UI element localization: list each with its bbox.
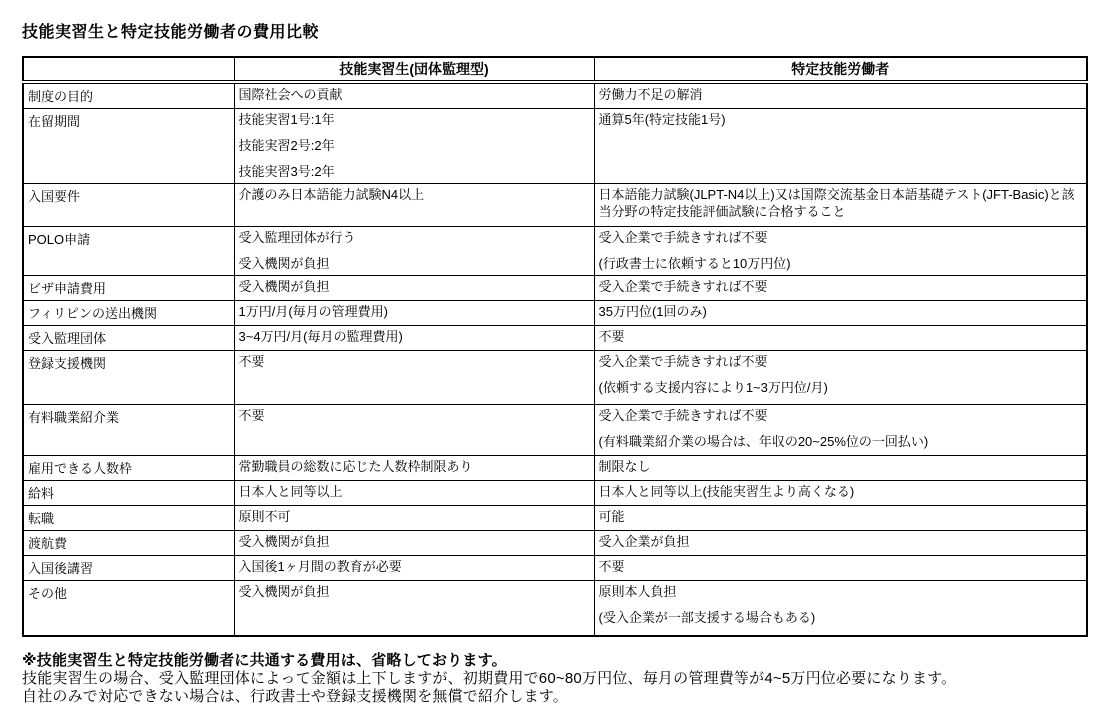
trainee-cell: [234, 227, 594, 276]
cost-comparison-table: [22, 56, 1088, 637]
cell-line: 国際社会への貢献: [238, 87, 343, 102]
cell-line: 受入企業が負担: [598, 534, 690, 549]
row-label: ビザ申請費用: [23, 276, 234, 301]
footnote-line-2: 技能実習生の場合、受入監理団体によって金額は上下しますが、初期費用で60~80万円位、毎月の管理費等が4~5万円位必要になります。: [22, 669, 957, 687]
row-label: その他: [23, 581, 234, 636]
trainee-cell: [234, 506, 594, 531]
table-row: [23, 227, 1087, 276]
cell-line: 受入機関が負担: [238, 534, 330, 549]
row-label: 登録支援機関: [23, 351, 234, 405]
cell-line: 不要: [598, 559, 625, 574]
trainee-cell: [234, 456, 594, 481]
worker-cell: [594, 481, 1087, 506]
footnote-line-3: 自社のみで対応できない場合は、行政書士や登録支援機関を無償で紹介します。: [22, 687, 569, 705]
cell-line: 労働力不足の解消: [598, 87, 703, 102]
worker-cell: [594, 456, 1087, 481]
cell-line: 技能実習1号:1年: [238, 112, 335, 127]
cell-line: 1万円/月(毎月の管理費用): [238, 304, 389, 319]
cell-line: 日本人と同等以上(技能実習生より高くなる): [598, 484, 855, 499]
footnotes: [22, 652, 1086, 706]
worker-cell: [594, 184, 1087, 227]
cell-line: 常勤職員の総数に応じた人数枠制限あり: [238, 459, 473, 474]
table-row: [23, 405, 1087, 456]
worker-cell: [594, 556, 1087, 581]
cell-line: 日本語能力試験(JLPT-N4以上)又は国際交流基金日本語基礎テスト(JFT-Basic)と該当分野の特定技能評価試験に合格すること: [598, 187, 1075, 219]
row-label: POLO申請: [23, 227, 234, 276]
row-label: 入国後講習: [23, 556, 234, 581]
row-label: 転職: [23, 506, 234, 531]
cell-line: 原則本人負担: [598, 584, 677, 599]
cell-line: 通算5年(特定技能1号): [598, 112, 726, 127]
trainee-cell: [234, 351, 594, 405]
row-label: フィリピンの送出機関: [23, 301, 234, 326]
row-label: 渡航費: [23, 531, 234, 556]
cell-line: 不要: [598, 329, 625, 344]
row-label: 在留期間: [23, 109, 234, 184]
table-row: [23, 326, 1087, 351]
cell-line: 技能実習2号:2年: [238, 138, 335, 153]
worker-cell: [594, 506, 1087, 531]
cell-line: (有料職業紹介業の場合は、年収の20~25%位の一回払い): [598, 434, 929, 449]
worker-cell: [594, 326, 1087, 351]
col-header-category: [23, 57, 234, 82]
cell-line: 受入企業で手続きすれば不要: [598, 279, 768, 294]
table-row: [23, 506, 1087, 531]
cell-line: (行政書士に依頼すると10万円位): [598, 256, 791, 271]
trainee-cell: [234, 109, 594, 184]
worker-cell: [594, 301, 1087, 326]
table-row: [23, 581, 1087, 636]
table-row: [23, 456, 1087, 481]
cell-line: 受入機関が負担: [238, 256, 330, 271]
row-label: 入国要件: [23, 184, 234, 227]
trainee-cell: [234, 531, 594, 556]
cell-line: 介護のみ日本語能力試験N4以上: [238, 187, 425, 202]
cell-line: 可能: [598, 509, 625, 524]
cell-line: 35万円位(1回のみ): [598, 304, 707, 319]
table-row: [23, 556, 1087, 581]
trainee-cell: [234, 276, 594, 301]
cell-line: 制限なし: [598, 459, 651, 474]
col-header-worker: 特定技能労働者: [594, 57, 1087, 82]
cell-line: 不要: [238, 408, 265, 423]
header-row: [23, 57, 1087, 82]
table-row: [23, 276, 1087, 301]
row-label: 給料: [23, 481, 234, 506]
trainee-cell: [234, 581, 594, 636]
cell-line: (依頼する支援内容により1~3万円位/月): [598, 380, 828, 395]
row-label: 受入監理団体: [23, 326, 234, 351]
table-row: [23, 82, 1087, 109]
footnote-line-1: ※技能実習生と特定技能労働者に共通する費用は、省略しております。: [22, 651, 507, 669]
cell-line: 不要: [238, 354, 265, 369]
table-row: [23, 531, 1087, 556]
row-label: 制度の目的: [23, 82, 234, 109]
cell-line: 受入企業で手続きすれば不要: [598, 230, 768, 245]
cell-line: 技能実習3号:2年: [238, 164, 335, 179]
page-title: 技能実習生と特定技能労働者の費用比較: [22, 24, 320, 41]
worker-cell: [594, 82, 1087, 109]
cell-line: 入国後1ヶ月間の教育が必要: [238, 559, 402, 574]
cell-line: (受入企業が一部支援する場合もある): [598, 610, 816, 625]
table-row: [23, 184, 1087, 227]
cell-line: 日本人と同等以上: [238, 484, 343, 499]
trainee-cell: [234, 82, 594, 109]
cell-line: 受入機関が負担: [238, 584, 330, 599]
row-label: 有料職業紹介業: [23, 405, 234, 456]
trainee-cell: [234, 301, 594, 326]
worker-cell: [594, 351, 1087, 405]
cell-line: 受入機関が負担: [238, 279, 330, 294]
trainee-cell: [234, 556, 594, 581]
cell-line: 受入企業で手続きすれば不要: [598, 354, 768, 369]
worker-cell: [594, 276, 1087, 301]
trainee-cell: [234, 481, 594, 506]
table-row: [23, 109, 1087, 184]
table-row: [23, 301, 1087, 326]
col-header-trainee: 技能実習生(団体監理型): [234, 57, 594, 82]
cell-line: 受入企業で手続きすれば不要: [598, 408, 768, 423]
cell-line: 原則不可: [238, 509, 291, 524]
worker-cell: [594, 405, 1087, 456]
trainee-cell: [234, 405, 594, 456]
cell-line: 受入監理団体が行う: [238, 230, 356, 245]
trainee-cell: [234, 326, 594, 351]
table-row: [23, 481, 1087, 506]
worker-cell: [594, 531, 1087, 556]
cell-line: 3~4万円/月(毎月の監理費用): [238, 329, 403, 344]
trainee-cell: [234, 184, 594, 227]
worker-cell: [594, 109, 1087, 184]
worker-cell: [594, 227, 1087, 276]
worker-cell: [594, 581, 1087, 636]
table-row: [23, 351, 1087, 405]
row-label: 雇用できる人数枠: [23, 456, 234, 481]
